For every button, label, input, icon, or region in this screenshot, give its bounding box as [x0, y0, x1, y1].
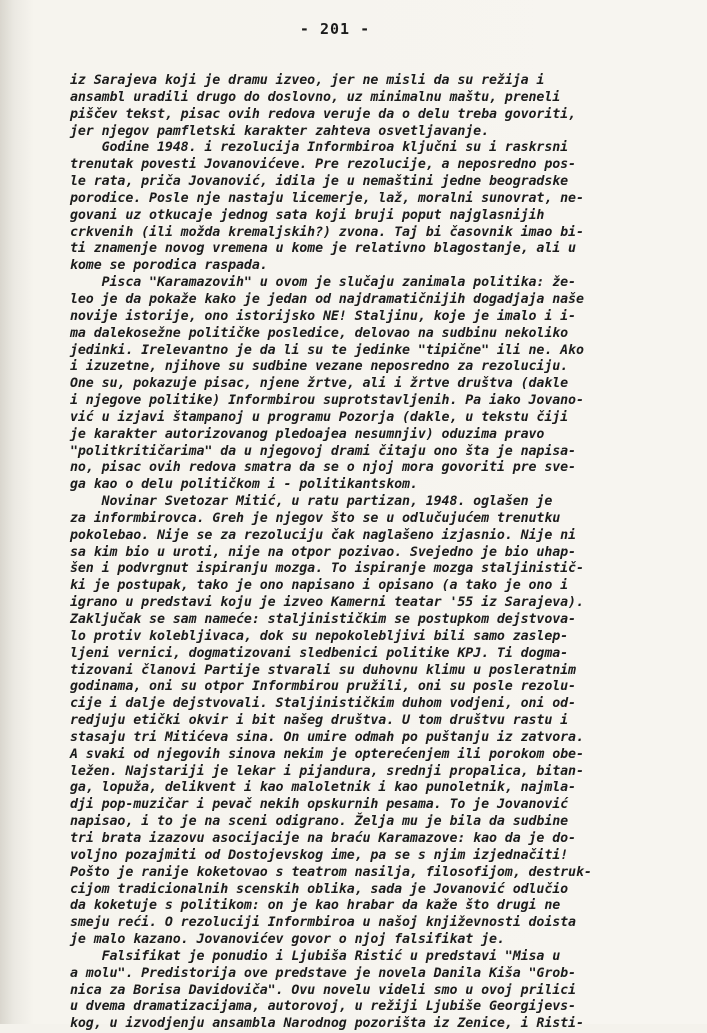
text-line: je karakter autorizovanog pledoajea nesumnjiv) oduzima pravo — [70, 426, 545, 442]
text-line: ležen. Najstariji je lekar i pijandura, srednji propalica, bitan- — [70, 763, 584, 779]
text-line: Pošto je ranije koketovao s teatrom nasilja, filosofijom, destruk- — [70, 864, 592, 880]
text-line: i izuzetne, njihove su sudbine vezane neposredno za rezoluciju. — [70, 359, 569, 375]
text-line: šen i podvrgnut ispiranju mozga. To ispiranje mozga staljinistič- — [70, 561, 584, 577]
text-line: a molu". Predistorija ove predstave je novela Danila Kiša "Grob- — [70, 965, 576, 981]
text-line: novije istorije, ono istorijsko NE! Staljinu, koje je imalo i i- — [70, 308, 576, 324]
text-line: cijom tradicionalnih scenskih oblika, sada je Jovanović odlučio — [70, 881, 569, 897]
text-line: leo je da pokaže kako je jedan od najdramatičnijih dogadjaja naše — [70, 291, 584, 307]
text-line: ga, lopuža, delikvent i kao maloletnik i kao punoletnik, najmla- — [70, 780, 576, 796]
text-line: tri brata izazovu asocijacije na braću Karamazove: kao da je do- — [70, 830, 576, 846]
text-line: igrano u predstavi koju je izveo Kamerni teatar '55 iz Sarajeva). — [70, 595, 584, 611]
text-line: Pisca "Karamazovih" u ovom je slučaju zanimala politika: že- — [70, 275, 576, 291]
text-line: redjuju etički okvir i bit našeg društva. U tom društvu rastu i — [70, 713, 569, 729]
text-line: pokolebao. Nije se za rezoluciju čak naglašeno izjasnio. Nije ni — [70, 527, 576, 543]
text-line: kome se porodica raspada. — [70, 258, 268, 274]
text-line: ma dalekosežne političke posledice, delovao na sudbinu nekoliko — [70, 325, 569, 341]
text-line: A svaki od njegovih sinova nekim je opterećenjem ili porokom obe- — [70, 746, 584, 762]
text-line: vić u izjavi štampanoj u programu Pozorja (dakle, u tekstu čiji — [70, 409, 569, 425]
text-line: One su, pokazuje pisac, njene žrtve, ali i žrtve društva (dakle — [70, 376, 569, 392]
text-line: i njegove politike) Informbirou suprotstavljenih. Pa iako Jovano- — [70, 393, 584, 409]
text-line: da koketuje s politikom: on je kao hrabar da kaže što drugi ne — [70, 898, 561, 914]
text-line: crkvenih (ili možda kremaljskih?) zvona. Taj bi časovnik imao bi- — [70, 224, 584, 240]
text-line: za informbirovca. Greh je njegov što se u odlučujućem trenutku — [70, 510, 561, 526]
text-line: je malo kazano. Jovanovićev govor o njoj falsifikat je. — [70, 932, 505, 948]
text-line: jedinki. Irelevantno je da li su te jedinke "tipične" ili ne. Ako — [70, 342, 584, 358]
text-line: sa kim bio u uroti, nije na otpor pozivao. Svejedno je bio uhap- — [70, 544, 576, 560]
text-line: govani uz otkucaje jednog sata koji bruji poput najglasnijih — [70, 207, 545, 223]
text-line: smeju reći. O rezoluciji Informbiroa u našoj književnosti doista — [70, 915, 576, 931]
text-line: le rata, priča Jovanović, idila je u nemaštini jedne beogradske — [70, 174, 569, 190]
text-line: stasaju tri Mitićeva sina. On umire odmah po puštanju iz zatvora. — [70, 729, 584, 745]
page-number: - 201 - — [299, 20, 371, 38]
text-line: napisao, i to je na sceni odigrano. Želja mu je bila da sudbine — [70, 814, 569, 830]
text-line: ga kao o delu političkom i - politikantskom. — [70, 477, 418, 493]
text-line: piščev tekst, pisac ovih redova veruje da o delu treba govoriti, — [70, 106, 576, 122]
text-line: porodice. Posle nje nastaju licemerje, laž, moralni sunovrat, ne- — [70, 190, 584, 206]
text-line: u dvema dramatizacijama, autorovoj, u režiji Ljubiše Georgijevs- — [70, 999, 576, 1015]
text-line: godinama, oni su otpor Informbirou pružili, oni su posle rezolu- — [70, 679, 576, 695]
text-line: kog, u izvodjenju ansambla Narodnog pozorišta iz Zenice, i Risti- — [70, 1016, 584, 1032]
text-line: ki je postupak, tako je ono napisano i opisano (a tako je ono i — [70, 578, 569, 594]
text-line: Novinar Svetozar Mitić, u ratu partizan, 1948. oglašen je — [70, 494, 553, 510]
text-line: "politkritičarima" da u njegovoj drami čitaju ono šta je napisa- — [70, 443, 576, 459]
text-line: dji pop-muzičar i pevač nekih opskurnih pesama. To je Jovanović — [70, 797, 569, 813]
text-line: cije i dalje dejstvovali. Staljinističkim duhom vodjeni, oni od- — [70, 696, 576, 712]
text-line: nica za Borisa Davidoviča". Ovu novelu videli smo u ovoj prilici — [70, 982, 576, 998]
text-line: jer njegov pamfletski karakter zahteva osvetljavanje. — [70, 123, 489, 139]
text-line: Godine 1948. i rezolucija Informbiroa ključni su i raskrsni — [70, 140, 569, 156]
text-line: iz Sarajeva koji je dramu izveo, jer ne misli da su režija i — [70, 73, 545, 88]
body-text — [70, 73, 682, 1033]
text-line: voljno pozajmiti od Dostojevskog ime, pa se s njim izjednačiti! — [70, 847, 569, 863]
text-line: ljeni vernici, dogmatizovani sledbenici politike KPJ. Ti dogma- — [70, 645, 569, 661]
text-line: lo protiv kolebljivaca, dok su nepokolebljivi bili samo zaslep- — [70, 628, 569, 644]
text-line: Falsifikat je ponudio i Ljubiša Ristić u predstavi "Misa u — [70, 948, 561, 964]
text-line: Zaključak se sam nameće: staljinističkim se postupkom dejstvova- — [70, 612, 576, 627]
text-line: ansambl uradili drugo do doslovno, uz minimalnu maštu, preneli — [70, 89, 561, 105]
text-line: ti znamenje novog vremena u kome je relativno blagostanje, ali u — [70, 241, 576, 257]
text-line: no, pisac ovih redova smatra da se o njoj mora govoriti pre sve- — [70, 460, 576, 476]
text-line: tizovani članovi Partije stvarali su duhovnu klimu u posleratnim — [70, 662, 576, 678]
text-line: trenutak povesti Jovanovićeve. Pre rezolucije, a neposredno pos- — [70, 157, 576, 173]
